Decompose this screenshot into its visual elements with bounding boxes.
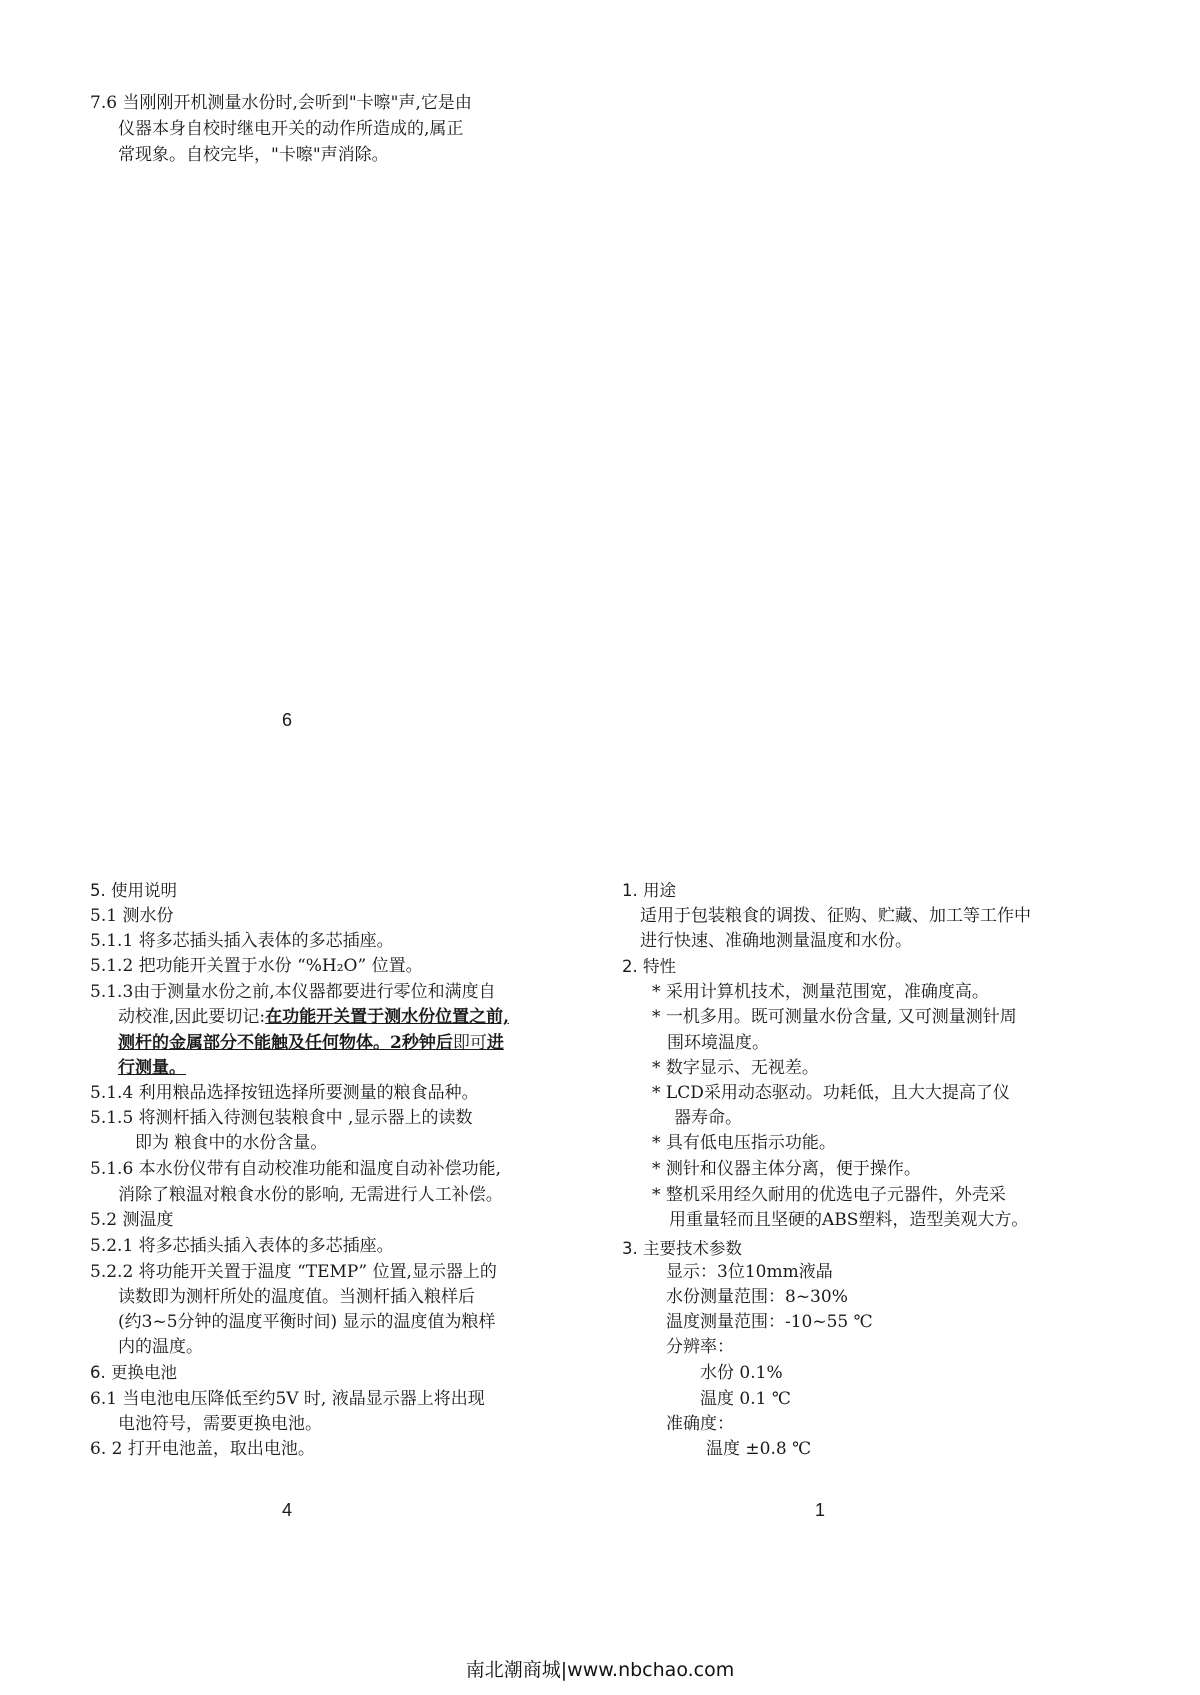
feature-6: * 测针和仪器主体分离，便于操作。 (652, 1159, 921, 1179)
page-number-6: 6 (282, 710, 293, 730)
page-number-4: 4 (282, 1500, 293, 1520)
section-2-heading: 2. 特性 (622, 957, 676, 976)
section-5-2-1: 5.2.1 将多芯插头插入表体的多芯插座。 (90, 1236, 394, 1256)
feature-1: * 采用计算机技术，测量范围宽，准确度高。 (652, 982, 989, 1002)
spec-resolution-label: 分辨率： (666, 1337, 734, 1357)
feature-4-line-1: * LCD采用动态驱动。功耗低，且大大提高了仪 (652, 1083, 1010, 1103)
section-5-2-2-line-4: 内的温度。 (118, 1337, 203, 1357)
section-5-1-5-line-1: 5.1.5 将测杆插入待测包装粮食中 ,显示器上的读数 (90, 1108, 473, 1128)
warning-seconds-unit: 秒钟后 (401, 1033, 453, 1053)
page-number-1: 1 (815, 1500, 826, 1520)
section-5-1-3-line-3 (118, 1032, 504, 1054)
feature-2-line-2: 围环境温度。 (667, 1033, 769, 1053)
section-5-2: 5.2 测温度 (90, 1210, 174, 1230)
warning-seconds: 2 (390, 1033, 402, 1053)
section-1-line-1: 适用于包装粮食的调拨、征购、贮藏、加工等工作中 (640, 906, 1031, 926)
top-line-2: 仪器本身自校时继电开关的动作所造成的,属正 (118, 119, 464, 139)
warning-text-2: 测杆的金属部分不能触及任何物体。 (118, 1033, 390, 1053)
section-5-1-2: 5.1.2 把功能开关置于水份 “%H₂O” 位置。 (90, 956, 423, 976)
feature-3: * 数字显示、无视差。 (652, 1058, 819, 1078)
section-1-heading: 1. 用途 (622, 881, 676, 900)
section-5-1: 5.1 测水份 (90, 906, 174, 926)
spec-temperature-range: 温度测量范围：-10~55 ℃ (666, 1312, 873, 1332)
section-5-2-2-line-3: (约3~5分钟的温度平衡时间) 显示的温度值为粮样 (118, 1312, 496, 1332)
section-5-heading: 5. 使用说明 (90, 881, 177, 900)
section-5-1-4: 5.1.4 利用粮品选择按钮选择所要测量的粮食品种。 (90, 1083, 479, 1103)
spec-accuracy-label: 准确度： (666, 1414, 734, 1434)
section-3-heading: 3. 主要技术参数 (622, 1239, 742, 1258)
spec-display: 显示：3位10mm液晶 (666, 1262, 833, 1282)
section-5-1-3-line-1: 5.1.3由于测量水份之前,本仪器都要进行零位和满度自 (90, 982, 496, 1002)
warning-can: 即可 (452, 1033, 487, 1053)
section-6-heading: 6. 更换电池 (90, 1363, 177, 1382)
section-5-2-2-line-2: 读数即为测杆所处的温度值。当测杆插入粮样后 (118, 1287, 475, 1307)
section-6-1-line-1: 6.1 当电池电压降低至约5V 时, 液晶显示器上将出现 (90, 1389, 485, 1409)
section-5-1-3-line-4: 行测量。 (118, 1058, 186, 1078)
feature-7-line-2: 用重量轻而且坚硬的ABS塑料，造型美观大方。 (669, 1210, 1029, 1230)
feature-5: * 具有低电压指示功能。 (652, 1133, 836, 1153)
top-line-1: 7.6 当刚刚开机测量水份时,会听到"卡嚓"声,它是由 (90, 93, 472, 113)
top-line-3: 常现象。自校完毕，"卡嚓"声消除。 (118, 145, 389, 165)
feature-4-line-2: 器寿命。 (674, 1108, 742, 1128)
warning-text-1: 在功能开关置于测水份位置之前, (265, 1007, 510, 1027)
section-5-1-3-line-2 (118, 1006, 509, 1028)
section-5-1-6-line-1: 5.1.6 本水份仪带有自动校准功能和温度自动补偿功能, (90, 1159, 502, 1179)
section-6-2: 6. 2 打开电池盖，取出电池。 (90, 1439, 315, 1459)
footer-site-link[interactable]: 南北潮商城|www.nbchao.com (465, 1659, 735, 1681)
feature-2-line-1: * 一机多用。既可测量水份含量, 又可测量测针周 (652, 1007, 1017, 1027)
feature-7-line-1: * 整机采用经久耐用的优选电子元器件，外壳采 (652, 1185, 1006, 1205)
spec-resolution-moisture: 水份 0.1% (700, 1363, 783, 1383)
warning-end-1: 进 (486, 1033, 504, 1053)
section-5-1-5-line-2: 即为 粮食中的水份含量。 (135, 1133, 328, 1153)
section-1-line-2: 进行快速、准确地测量温度和水份。 (640, 931, 912, 951)
section-5-1-1: 5.1.1 将多芯插头插入表体的多芯插座。 (90, 931, 394, 951)
warning-intro: 动校准,因此要切记: (118, 1007, 266, 1027)
section-5-2-2-line-1: 5.2.2 将功能开关置于温度 “TEMP” 位置,显示器上的 (90, 1262, 497, 1282)
section-5-1-6-line-2: 消除了粮温对粮食水份的影响, 无需进行人工补偿。 (118, 1185, 503, 1205)
section-6-1-line-2: 电池符号，需要更换电池。 (118, 1414, 322, 1434)
spec-resolution-temperature: 温度 0.1 ℃ (700, 1389, 791, 1409)
spec-accuracy-temperature: 温度 ±0.8 ℃ (706, 1439, 812, 1459)
spec-moisture-range: 水份测量范围：8~30% (666, 1287, 848, 1307)
